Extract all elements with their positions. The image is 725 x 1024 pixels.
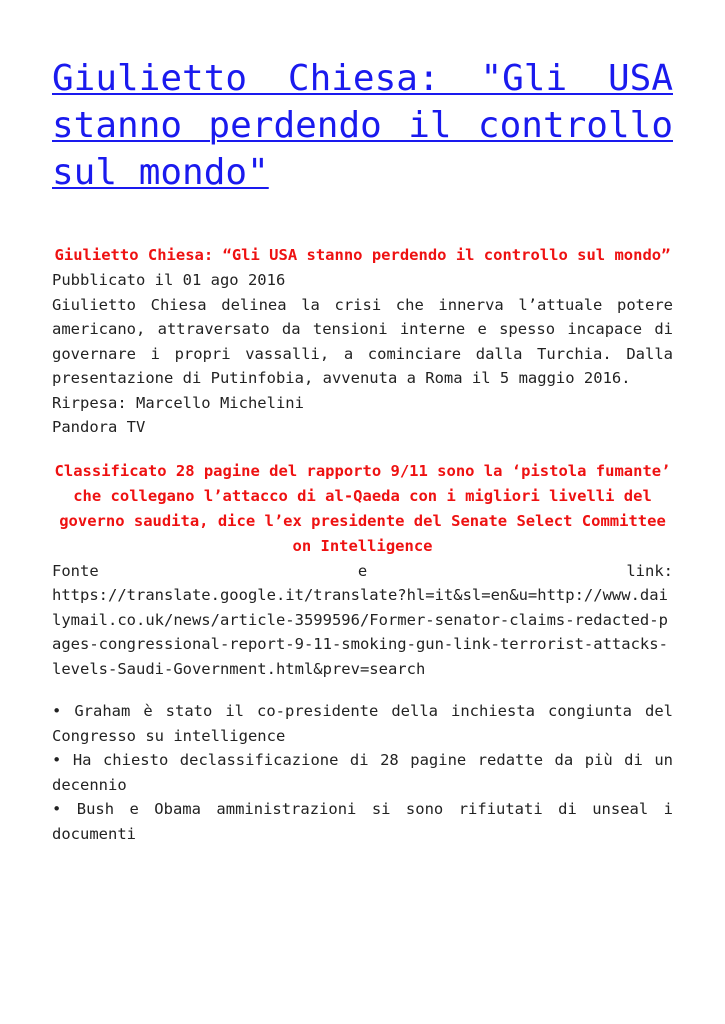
credits [52,391,673,440]
article-title-link[interactable]: Giulietto Chiesa: "Gli USA stanno perdendo il controllo sul mondo" [52,58,673,193]
article-title [52,0,673,196]
article-summary: Giulietto Chiesa delinea la crisi che innerva l’attuale potere americano, attraversato da tensioni interne e spesso incapace di governare i propri vassalli, a cominciare dalla Turchia. Dalla presentazione di Putinfobia, avvenuta a Roma il 5 maggio 2016. [52,295,673,387]
credit-line-reposted-by: Rirpesa: Marcello Michelini [52,393,304,412]
list-item: • Graham è stato il co-presidente della inchiesta congiunta del Congresso su intelligence [52,702,673,745]
bullet-list [52,699,673,846]
list-item: • Ha chiesto declassificazione di 28 pagine redatte da più di un decennio [52,751,673,794]
source-url: https://translate.google.it/translate?hl=it&sl=en&u=http://www.dailymail.co.uk/news/article-3599596/Former-senator-claims-redacted-pages-congressional-report-9-11-smoking-gun-link-terrorist-attacks-levels-Saudi-Government.html&prev=search [52,586,668,678]
publish-date: Pubblicato il 01 ago 2016 [52,271,286,289]
list-item: • Bush e Obama amministrazioni si sono rifiutati di unseal i documenti [52,800,673,843]
article-subtitle: Giulietto Chiesa: “Gli USA stanno perdendo il controllo sul mondo” [54,246,671,264]
article [52,0,673,862]
source-label: Fonte e link: [52,561,673,580]
section-heading: Classificato 28 pagine del rapporto 9/11 sono la ‘pistola fumante’ che collegano l’attacco di al-Qaeda con i migliori livelli del governo saudita, dice l’ex presidente del Senate Select Committee on Intelligence [54,461,671,555]
source-paragraph [52,559,673,682]
credit-line-source: Pandora TV [52,418,146,436]
